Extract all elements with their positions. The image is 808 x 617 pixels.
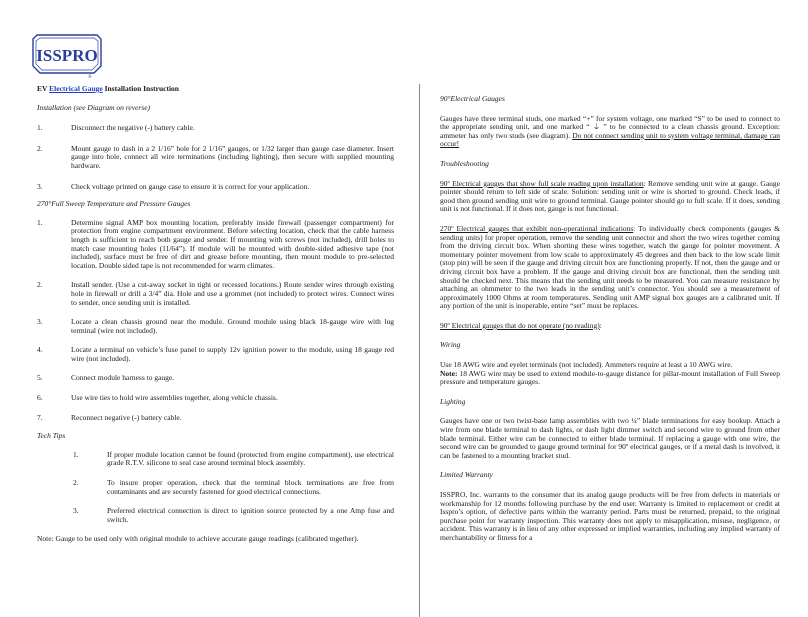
- list-item: [37, 145, 394, 171]
- item-number: 2.: [73, 478, 79, 488]
- item-number: 2.: [37, 143, 43, 153]
- list-item: [37, 507, 394, 524]
- list-item: [37, 219, 394, 271]
- list-item: [37, 414, 394, 423]
- item-number: 4.: [37, 345, 43, 355]
- item-text: Disconnect the negative (-) battery cable.: [71, 123, 195, 133]
- item-text: Connect module harness to gauge.: [71, 373, 175, 383]
- list-item: [37, 451, 394, 468]
- registered-mark: ®: [88, 75, 92, 79]
- item-number: 5.: [37, 373, 43, 383]
- list-item: [37, 318, 394, 335]
- warranty-heading: Limited Warranty: [440, 470, 493, 480]
- no-reading-title: 90º Electrical gauges that do not operate (no reading): [440, 320, 600, 330]
- troubleshoot-full-scale: [440, 180, 780, 214]
- full-scale-text: : Remove sending unit wire at gauge. Gauge pointer should return to left side of scale. Solution: sending unit or wire is shorted to ground. Check leads, if good then ground sending unit wire to ground terminal. Gauge pointer should go to full scale. If it does, sending unit is not functional. If it does not, gauge is not functional.: [440, 178, 780, 214]
- list-item: [37, 124, 394, 133]
- item-number: 1.: [37, 217, 43, 227]
- electrical-90-heading: 90°Electrical Gauges: [440, 94, 505, 103]
- sweep-steps: [37, 219, 394, 423]
- non-operational-text: : To individually check components (gauges & sending units) for proper operation, remove the sending unit connector and short the two wires together coming from the driving circuit box. When shorting these wires together, watch the gauge for pointer movement. A momentary pointer movement from low scale to approximately 45 degrees and then back to the low scale limit (stop pin) will be seen if the gauge and driving circuit box are functioning properly. If not, then the gauge and or driving circuit box have a problem. If the gauge and driving circuit box are functional, then the sending unit should be checked next. This means that the sending unit needs to be measured. You can measure resistance by attaching an ohmmeter to the two leads in the sending unit’s connector. You should see a measurement of approximately 1000 Ohms at room temperatures. Sending unit AMP signal box gauges are a calibrated unit. If any portion of the unit is inoperable, entire “set” must be replaces.: [440, 223, 780, 311]
- item-number: 1.: [73, 449, 79, 459]
- electrical-90-text: Gauges have three terminal studs, one marked “+” for system voltage, one marked “S” to be used to connect to the appropriate sending unit, and one marked “ ⏚ ” to be connected to a clean chassis ground. Exception: ammeter has only two studs (see diagram).: [440, 113, 780, 140]
- item-text: Install sender. (Use a cut-away socket in tight or recessed locations.) Route sender wires through existing hole in firewall or drill a 3/4” dia. Hole and use a grommet (not included) to protect wires. Connect wires to sender, once sending unit is installed.: [71, 280, 394, 307]
- wiring-paragraph: [440, 361, 780, 387]
- wiring-note-text: 18 AWG wire may be used to extend module-to-gauge distance for pillar-mount installation of Full Sweep pressure and temperature gauges.: [440, 368, 780, 387]
- list-item: [37, 346, 394, 363]
- full-scale-title: 90º Electrical gauges that show full scale reading upon installation: [440, 178, 644, 188]
- lighting-paragraph: Gauges have one or two twist-base lamp assemblies with two ¼” blade terminations for easy hookup. Attach a wire from one blade terminal to dash lights, or dash light dimmer switch and second wire to ground from other blade terminal. Either wire can be connected to either blade terminal. If replacing a gauge with one wire, the second wire can be grounded to gauge ground terminal for 90º electrical gauges, or if a metal dash is involved, it can be fastened to a mounting bracket stud.: [440, 416, 780, 460]
- install-steps: [37, 124, 394, 191]
- item-number: 7.: [37, 412, 43, 422]
- no-reading-colon: :: [599, 320, 602, 330]
- title-prefix: EV: [37, 84, 48, 93]
- troubleshooting-heading: Troubleshooting: [440, 158, 489, 168]
- calibration-note: Note: Gauge to be used only with original module to achieve accurate gauge readings (calibrated together).: [37, 534, 359, 544]
- isspro-logo: [32, 33, 102, 79]
- tech-tips: [37, 451, 394, 525]
- doc-title: [37, 85, 394, 94]
- item-number: 2.: [37, 280, 43, 290]
- list-item: [37, 479, 394, 496]
- item-text: Preferred electrical connection is direct to ignition source protected by a one Amp fuse and switch.: [107, 506, 394, 524]
- item-text: To insure proper operation, check that the terminal block terminations are free from contaminants and are securely fastened for good electrical connections.: [107, 478, 394, 496]
- list-item: [37, 281, 394, 307]
- item-text: Reconnect negative (-) battery cable.: [71, 412, 182, 422]
- left-column: [37, 85, 394, 544]
- wiring-heading: Wiring: [440, 340, 461, 350]
- right-column: [440, 95, 780, 543]
- troubleshoot-non-operational: [440, 225, 780, 311]
- item-text: If proper module location cannot be found (protected from engine compartment), use electrical grade R.T.V. silicone to seal case around terminal block assembly.: [107, 449, 394, 468]
- item-number: 3.: [37, 317, 43, 327]
- title-suffix: Installation Instruction: [104, 84, 179, 93]
- item-text: Mount gauge to dash in a 2 1/16” hole for 2 1/16” gauges, or 1/32 larger than gauge case diameter. Insert gauge into hole, connect all wire terminations (including lighting), then secure with supplied mounting hardware.: [71, 143, 394, 170]
- list-item: [37, 394, 394, 403]
- wiring-note-label: Note:: [440, 368, 458, 378]
- item-number: 3.: [37, 181, 43, 191]
- list-item: [37, 374, 394, 383]
- item-text: Locate a clean chassis ground near the module. Ground module using black 18-gauge wire with lug terminal (wire not included).: [71, 317, 394, 335]
- list-item: [37, 183, 394, 192]
- warranty-paragraph: ISSPRO, Inc. warrants to the consumer that its analog gauge products will be free from defects in materials or workmanship for 12 months following purchase by the end user. Warranty is limited to replacement or credit at Isspro’s option, of defective parts within the warranty period. Parts must be returned, prepaid, to the original purchase point for warranty inspection. This warranty does not apply to misapplication, misuse, negligence, or accident. This warranty is in lieu of any other expressed or implied warranties, including any implied warranty of merchantability or fitness for a: [440, 490, 780, 542]
- item-number: 3.: [73, 506, 79, 516]
- electrical-90-warning: Do not connect sending unit to system voltage terminal, damage can occur!: [440, 130, 781, 149]
- item-text: Locate a terminal on vehicle’s fuse panel to supply 12v ignition power to the module, using 18 gauge red wire (not included).: [71, 345, 394, 363]
- tech-tips-heading: Tech Tips: [37, 431, 66, 441]
- wiring-text: Use 18 AWG wire and eyelet terminals (not included). Ammeters require at least a 10 AWG wire.: [440, 360, 733, 370]
- non-operational-title: 270º Electrical gauges that exhibit non-operational indications: [440, 223, 634, 233]
- installation-heading: Installation (see Diagram on reverse): [37, 102, 151, 112]
- electrical-90-paragraph: [440, 115, 780, 149]
- logo-text: ISSPRO: [36, 46, 98, 65]
- column-divider: [419, 84, 420, 617]
- item-text: Check voltage printed on gauge case to ensure it is correct for your application.: [71, 181, 310, 191]
- item-number: 6.: [37, 393, 43, 403]
- item-number: 1.: [37, 123, 43, 133]
- sweep-heading: 270°Full Sweep Temperature and Pressure Gauges: [37, 199, 191, 209]
- electrical-gauge-link[interactable]: Electrical Gauge: [49, 84, 103, 93]
- item-text: Use wire ties to hold wire assemblies together, along vehicle chassis.: [71, 393, 278, 403]
- troubleshoot-no-reading: [440, 322, 780, 331]
- lighting-heading: Lighting: [440, 396, 466, 406]
- item-text: Determine signal AMP box mounting location, preferably inside firewall (passenger compartment) for protection from engine compartment environment. Before selecting location, check that the cable harness length is sufficient to reach both gauge and sender. If mounting with screws (not included), drill holes to match case mounting holes (11/64”). If module will be mounted with double-sided adhesive tape (not included), surface must be free of dirt and grease before mounting, then mount module to pre-selected location. Double sided tape is not recommended for warm climates.: [71, 217, 394, 270]
